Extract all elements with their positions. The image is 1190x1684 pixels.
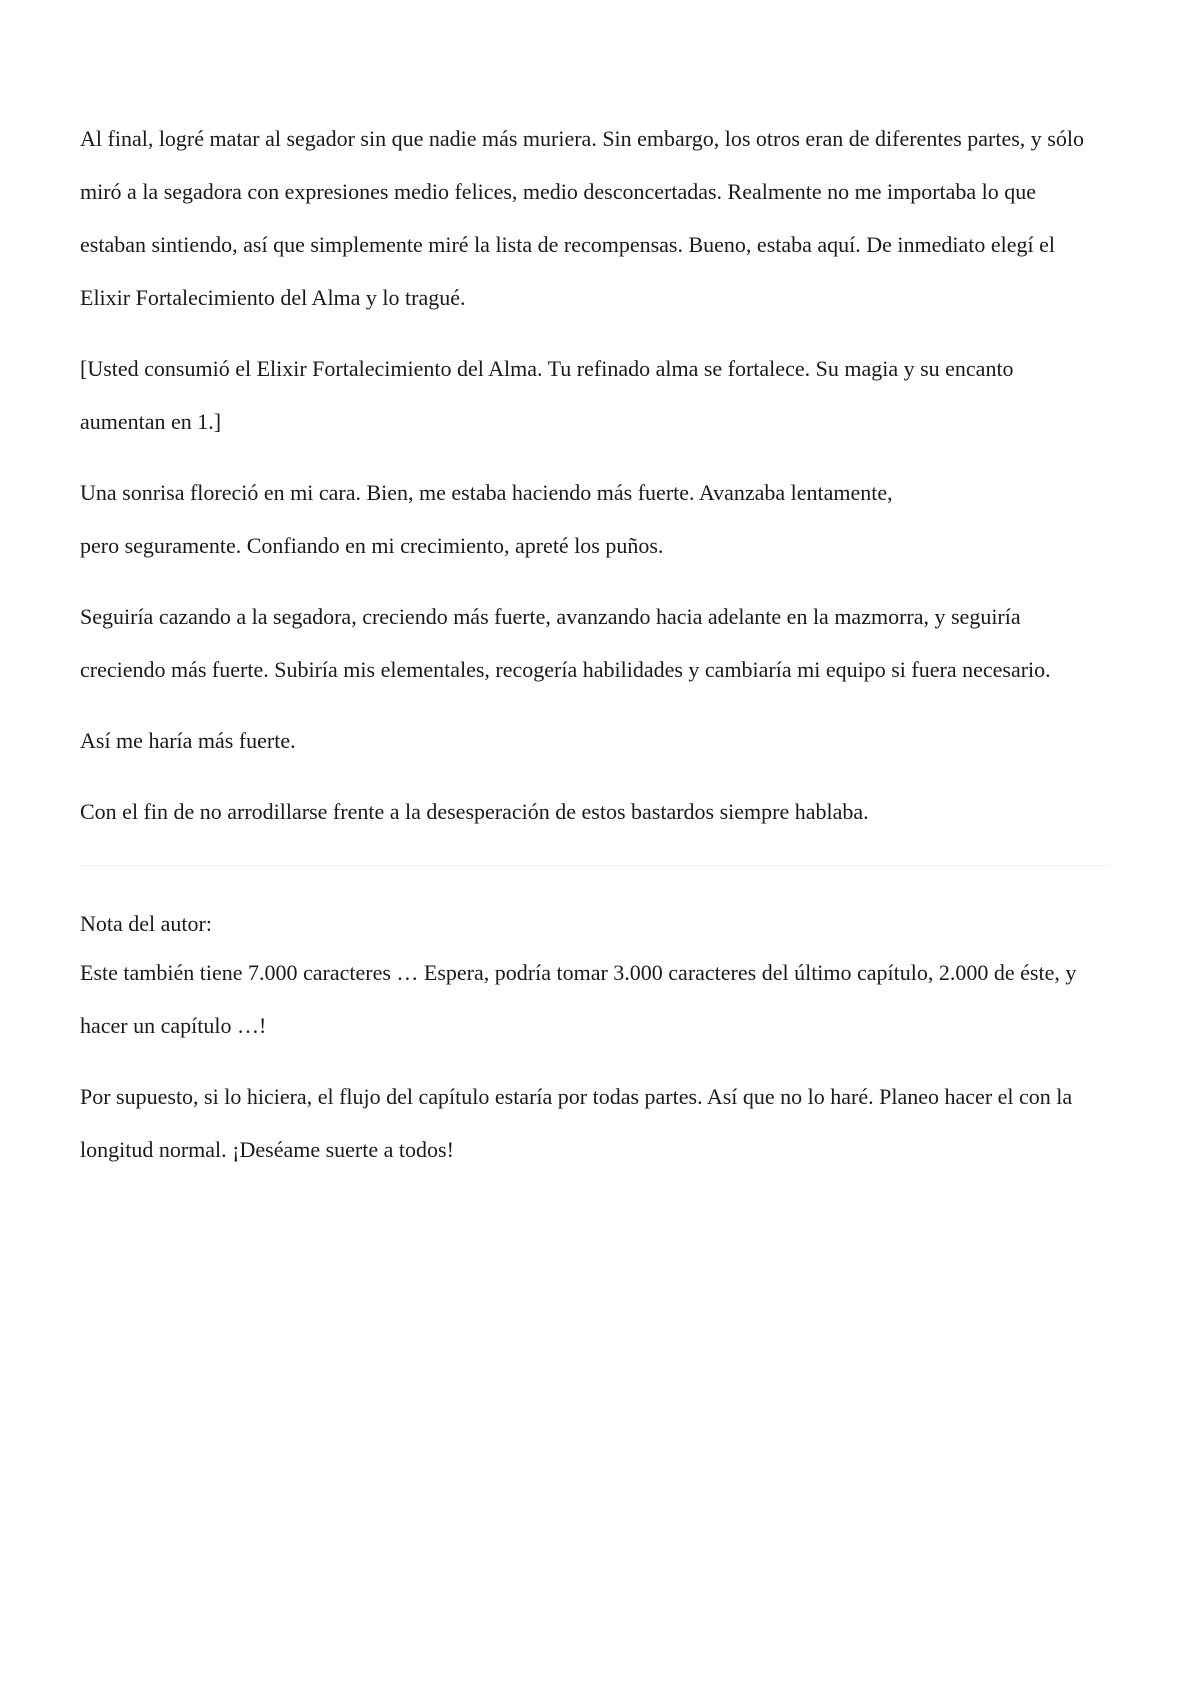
author-note-paragraph-2: Por supuesto, si lo hiciera, el flujo del capítulo estaría por todas partes. Así que no lo haré. Planeo hacer el con la longitud normal. ¡Deséame suerte a todos! xyxy=(80,1084,1073,1162)
story-paragraph-3: Seguiría cazando a la segadora, creciendo más fuerte, avanzando hacia adelante en la mazmorra, y seguiría creciendo más fuerte. Subiría mis elementales, recogería habilidades y cambiaría mi equipo si fuera necesario. xyxy=(80,604,1051,682)
story-paragraph-2-line-1: Una sonrisa floreció en mi cara. Bien, me estaba haciendo más fuerte. Avanzaba lentamente, xyxy=(80,480,893,505)
system-message: [Usted consumió el Elixir Fortalecimiento del Alma. Tu refinado alma se fortalece. Su magia y su encanto aumentan en 1.] xyxy=(80,356,1014,434)
author-note-paragraph-1: Este también tiene 7.000 caracteres … Espera, podría tomar 3.000 caracteres del último capítulo, 2.000 de éste, y hacer un capítulo …! xyxy=(80,960,1077,1038)
story-paragraph-4: Así me haría más fuerte. xyxy=(80,728,296,753)
section-divider xyxy=(80,865,1110,866)
author-note-title: Nota del autor: xyxy=(80,911,212,936)
story-paragraph-2-line-2: pero seguramente. Confiando en mi crecimiento, apreté los puños. xyxy=(80,533,664,558)
story-paragraph-1: Al final, logré matar al segador sin que nadie más muriera. Sin embargo, los otros eran de diferentes partes, y sólo miró a la segadora con expresiones medio felices, medio desconcertadas. Realmente no me importaba lo que estaban sintiendo, así que simplemente miré la lista de recompensas. Bueno, estaba aquí. De inmediato elegí el Elixir Fortalecimiento del Alma y lo tragué. xyxy=(80,126,1084,310)
story-paragraph-5: Con el fin de no arrodillarse frente a la desesperación de estos bastardos siempre hablaba. xyxy=(80,799,869,824)
story-paragraph-2 xyxy=(80,466,1100,572)
document-body xyxy=(80,112,1100,1176)
